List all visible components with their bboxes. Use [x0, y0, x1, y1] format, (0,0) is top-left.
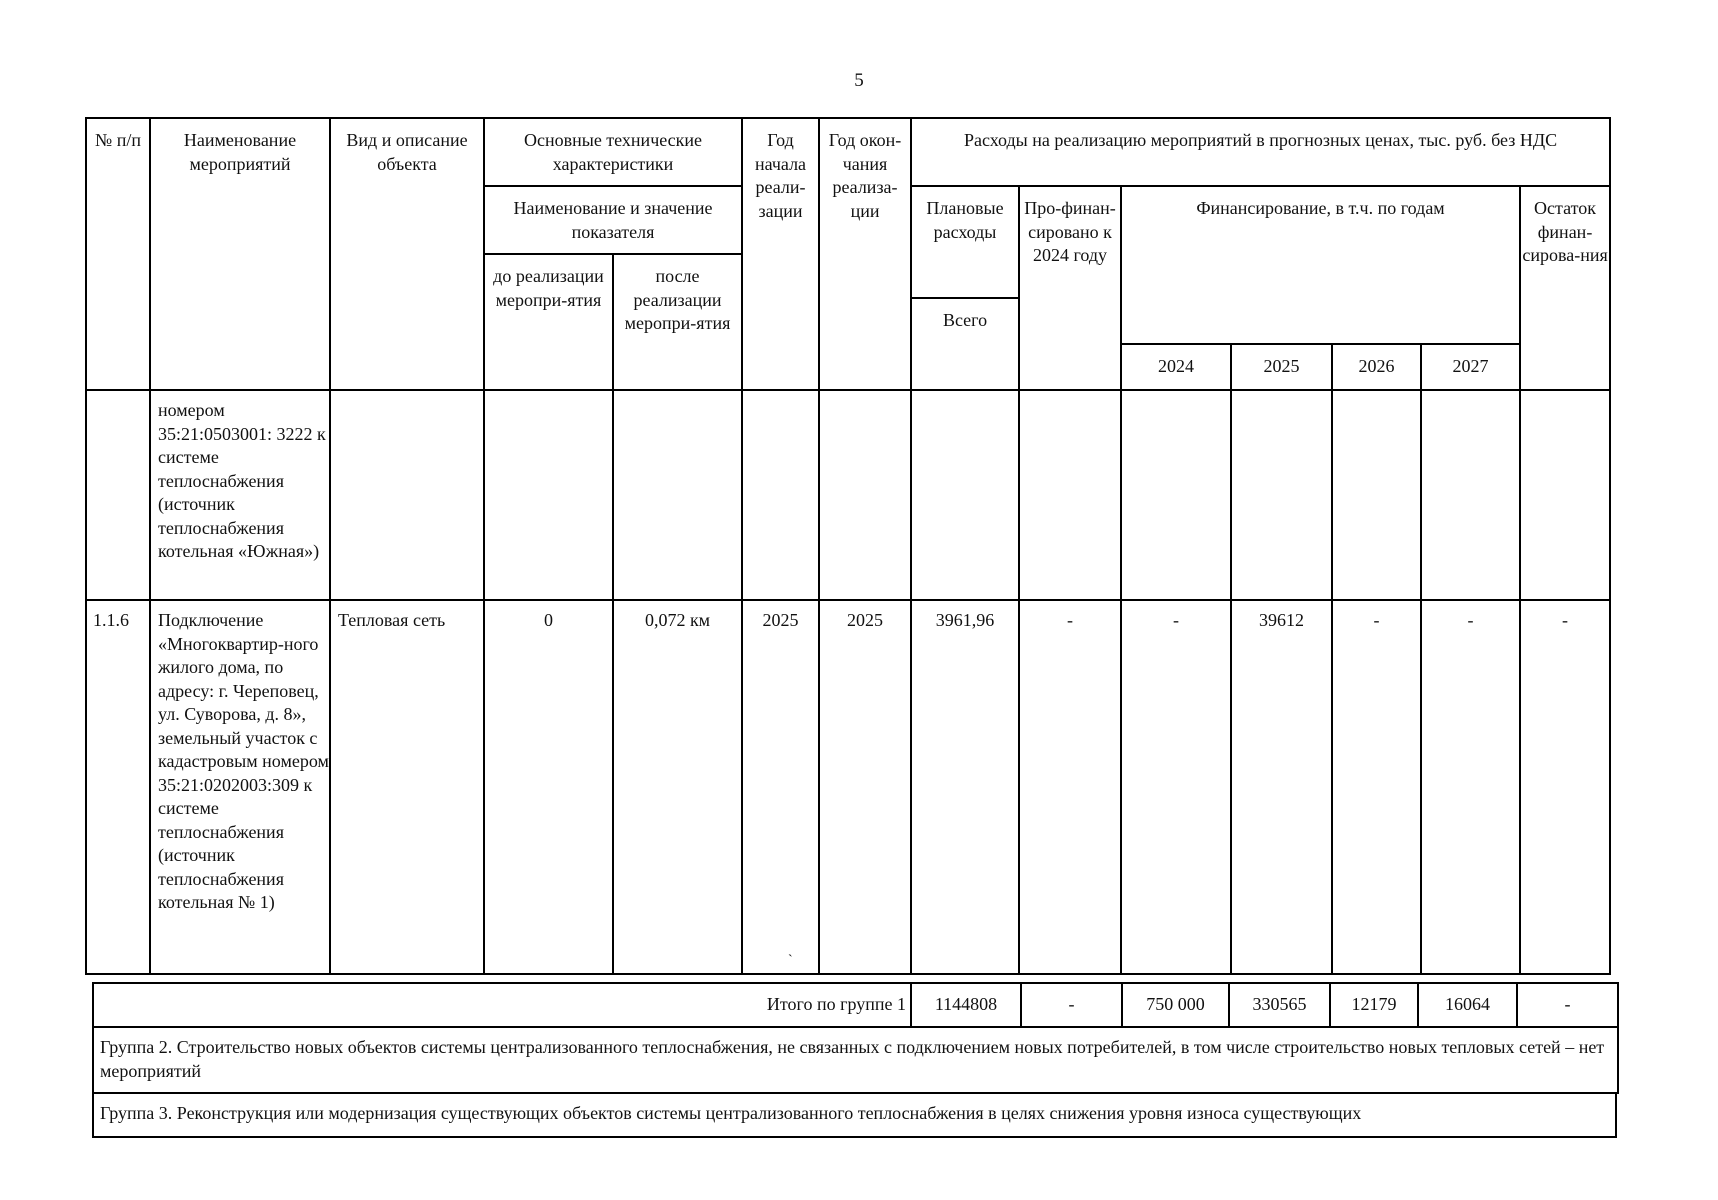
- row-2026: -: [1332, 600, 1421, 974]
- stray-mark: `: [788, 953, 793, 968]
- row-2024: -: [1121, 600, 1231, 974]
- page-number: 5: [854, 70, 864, 91]
- row-year-start: 2025: [742, 600, 819, 974]
- total-planned: 1144808: [911, 983, 1021, 1027]
- header-indicator: Наименование и значение показателя: [484, 186, 742, 254]
- row-type: Тепловая сеть: [330, 600, 484, 974]
- total-remaining: -: [1517, 983, 1618, 1027]
- row-num: 1.1.6: [86, 600, 150, 974]
- row-num: [86, 390, 150, 600]
- header-year-2024: 2024: [1121, 344, 1231, 390]
- header-type: Вид и описание объекта: [330, 118, 484, 390]
- header-costs: Расходы на реализацию мероприятий в прогнозных ценах, тыс. руб. без НДС: [911, 118, 1610, 186]
- header-year-2026: 2026: [1332, 344, 1421, 390]
- row-2025: 39612: [1231, 600, 1332, 974]
- header-prefinanced: Про-финан-сировано к 2024 году: [1019, 186, 1121, 390]
- row-2026: [1332, 390, 1421, 600]
- total-2027: 16064: [1418, 983, 1517, 1027]
- total-and-group2-table: [92, 982, 1619, 1094]
- header-financing: Финансирование, в т.ч. по годам: [1121, 186, 1520, 344]
- row-name: Подключение «Многоквартир-ного жилого дома, по адресу: г. Череповец, ул. Суворова, д. 8», земельный участок с кадастровым номером 35:21:0202003:309 к системе теплоснабжения (источник теплоснабжения котельная № 1): [150, 600, 330, 974]
- row-after: 0,072 км: [613, 600, 742, 974]
- total-2025: 330565: [1229, 983, 1330, 1027]
- row-prefinanced: [1019, 390, 1121, 600]
- header-before: до реализации меропри-ятия: [484, 254, 613, 390]
- investment-table: [85, 117, 1611, 975]
- header-year-start: Год начала реали-зации: [742, 118, 819, 390]
- total-2026: 12179: [1330, 983, 1418, 1027]
- row-type: [330, 390, 484, 600]
- table-row: [86, 600, 1610, 974]
- row-2025: [1231, 390, 1332, 600]
- header-remaining: Остаток финан-сирова-ния: [1520, 186, 1610, 390]
- header-total: Всего: [911, 298, 1019, 390]
- group-3-heading: Группа 3. Реконструкция или модернизация существующих объектов системы централизованного теплоснабжения в целях снижения уровня износа существующих: [93, 1093, 1616, 1137]
- row-planned: [911, 390, 1019, 600]
- row-after: [613, 390, 742, 600]
- header-after: после реализации меропри-ятия: [613, 254, 742, 390]
- total-2024: 750 000: [1122, 983, 1229, 1027]
- header-planned: Плановые расходы: [911, 186, 1019, 298]
- row-2024: [1121, 390, 1231, 600]
- header-year-end: Год окон-чания реализа-ции: [819, 118, 911, 390]
- row-remaining: -: [1520, 600, 1610, 974]
- group-2-heading: Группа 2. Строительство новых объектов системы централизованного теплоснабжения, не связанных с подключением новых потребителей, в том числе строительство новых тепловых сетей – нет мероприятий: [93, 1027, 1618, 1093]
- header-no: № п/п: [86, 118, 150, 390]
- row-2027: [1421, 390, 1520, 600]
- header-tech: Основные технические характеристики: [484, 118, 742, 186]
- row-year-end: [819, 390, 911, 600]
- total-prefinanced: -: [1021, 983, 1122, 1027]
- row-before: 0: [484, 600, 613, 974]
- row-2027: -: [1421, 600, 1520, 974]
- table-row: [86, 390, 1610, 600]
- total-row: [93, 983, 1618, 1027]
- row-before: [484, 390, 613, 600]
- header-year-2027: 2027: [1421, 344, 1520, 390]
- row-planned: 3961,96: [911, 600, 1019, 974]
- header-name: Наименование мероприятий: [150, 118, 330, 390]
- header-year-2025: 2025: [1231, 344, 1332, 390]
- row-year-end: 2025: [819, 600, 911, 974]
- row-year-start: [742, 390, 819, 600]
- row-prefinanced: -: [1019, 600, 1121, 974]
- row-remaining: [1520, 390, 1610, 600]
- total-label: Итого по группе 1: [93, 983, 911, 1027]
- row-name: номером 35:21:0503001: 3222 к системе теплоснабжения (источник теплоснабжения котельная «Южная»): [150, 390, 330, 600]
- group3-table: [92, 1092, 1617, 1138]
